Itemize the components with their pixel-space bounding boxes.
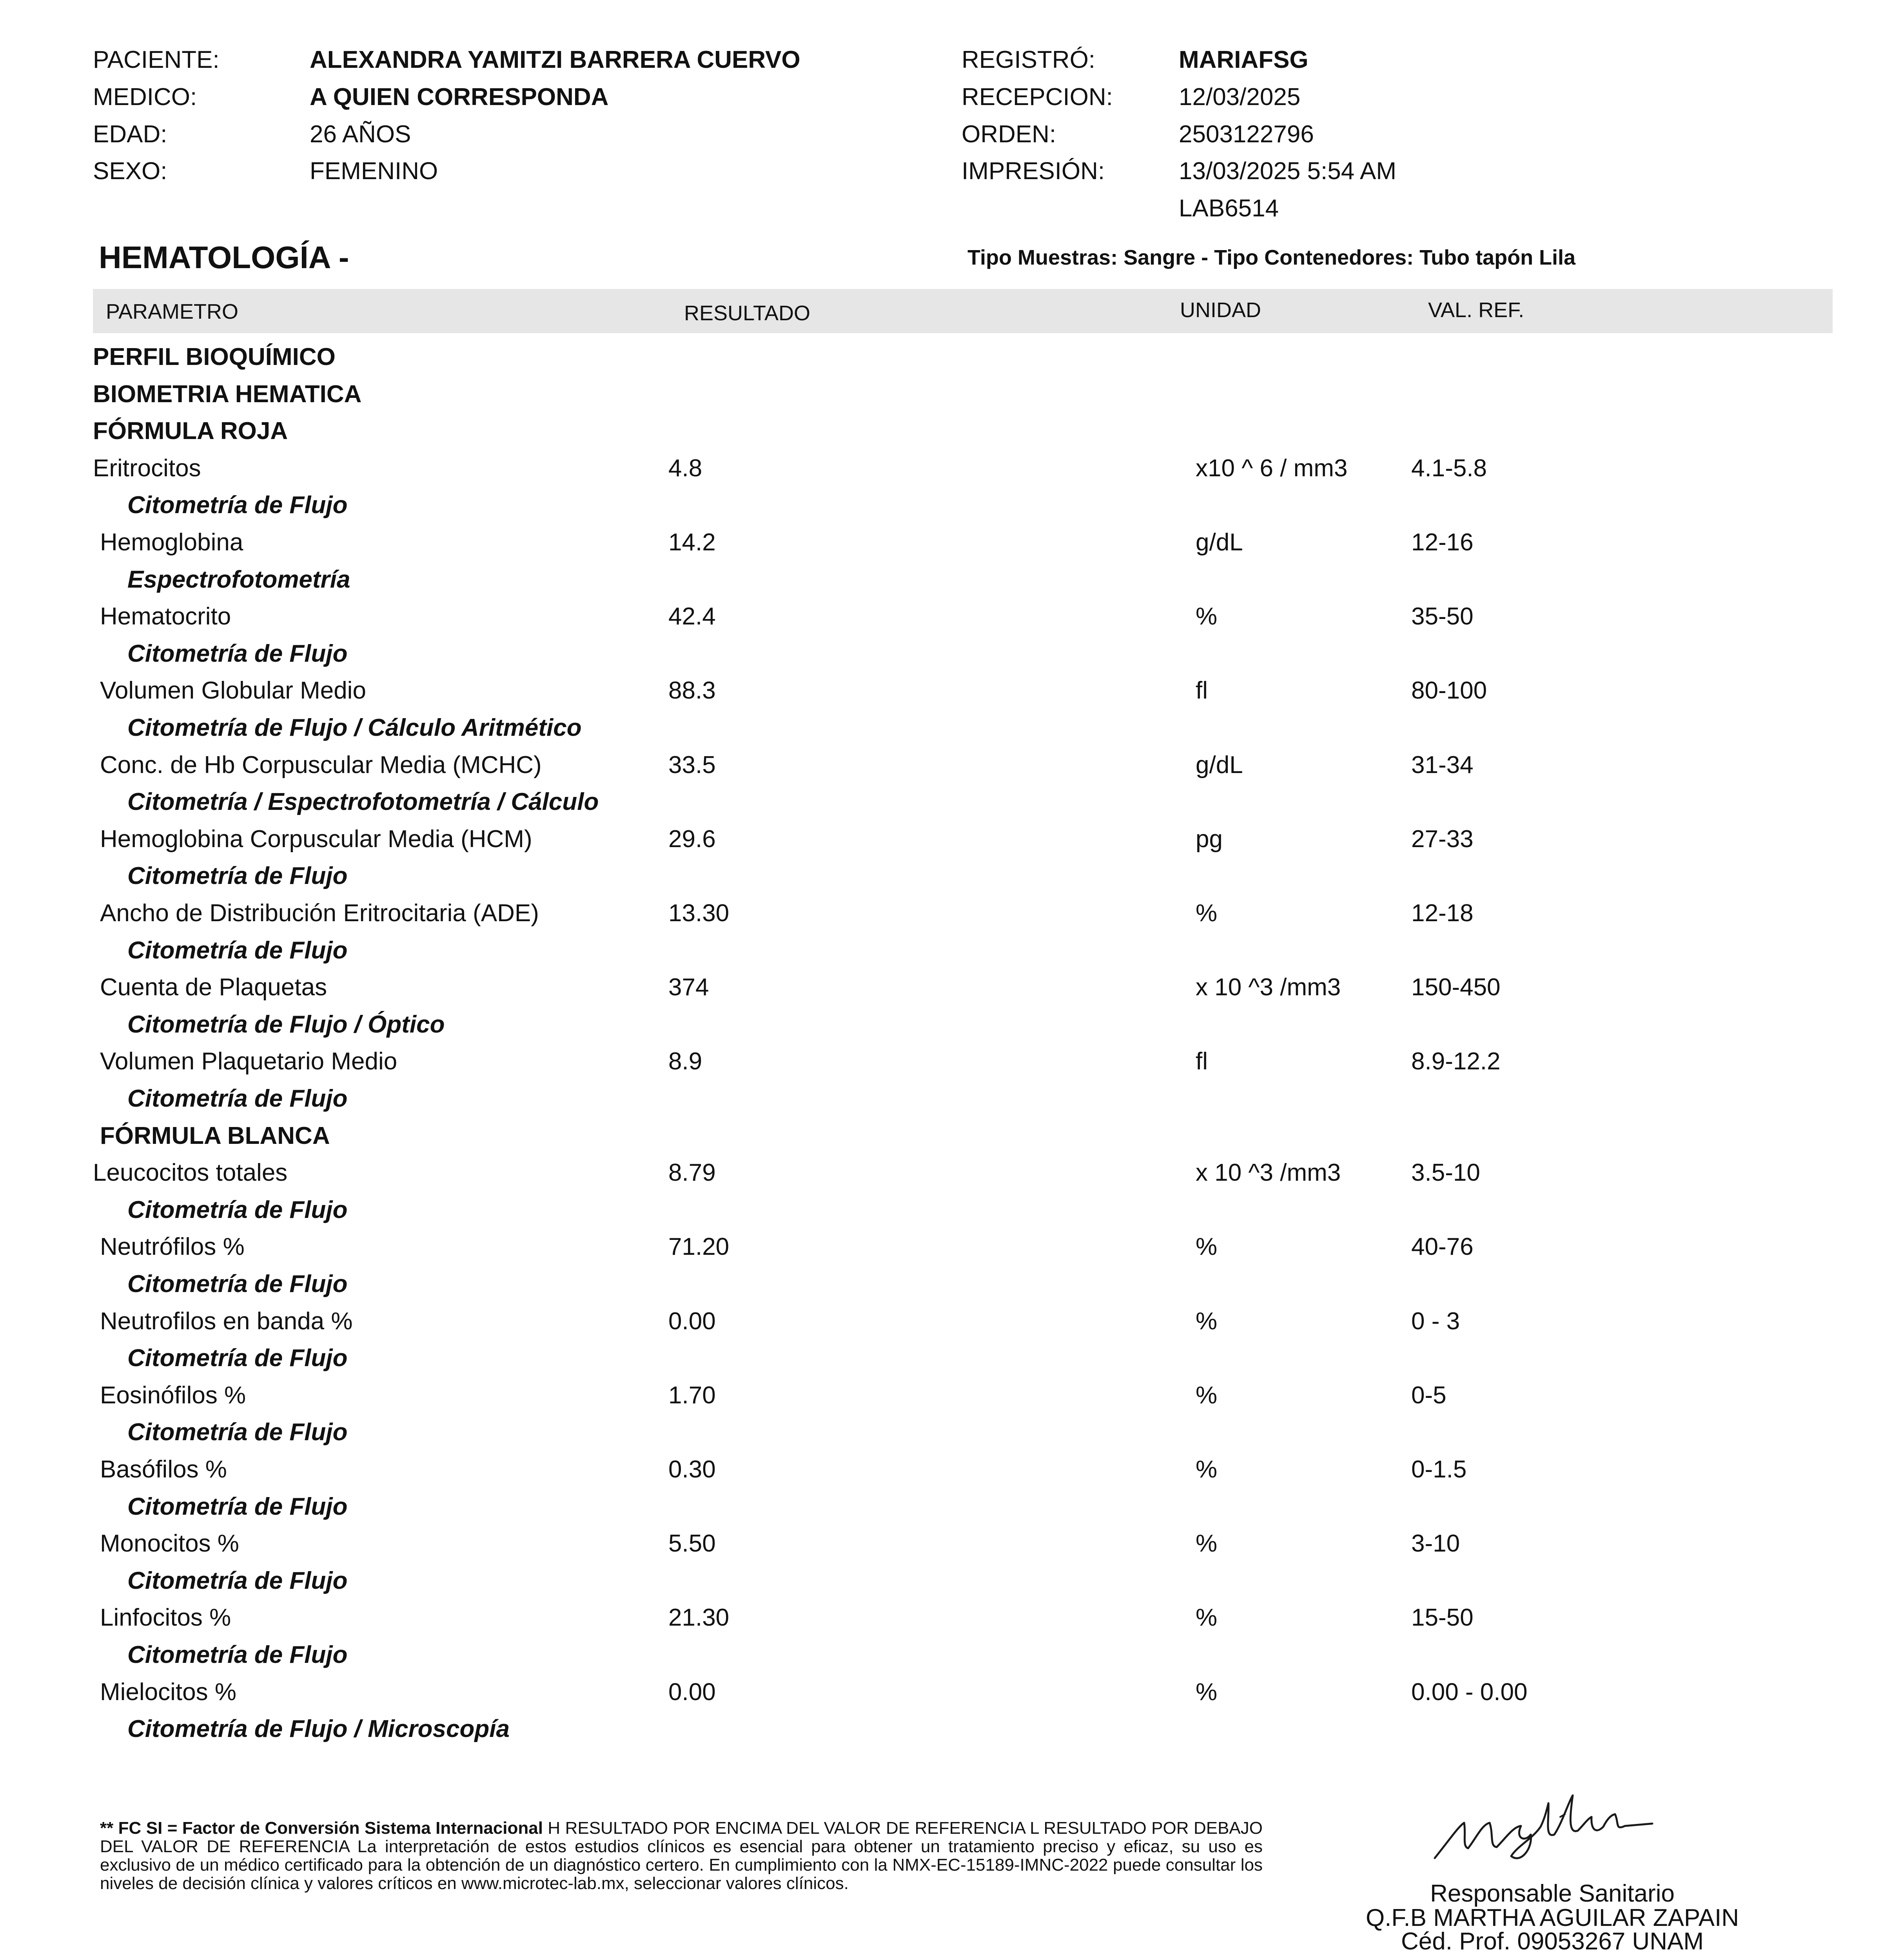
unit-value: fl [1196, 1048, 1208, 1075]
method-label: Citometría de Flujo [127, 1085, 348, 1112]
sex-value: FEMENINO [310, 158, 438, 185]
reference-range: 40-76 [1411, 1233, 1474, 1260]
method-label: Citometría de Flujo [127, 1641, 348, 1668]
method-label: Citometría de Flujo / Óptico [127, 1011, 445, 1038]
patient-name: ALEXANDRA YAMITZI BARRERA CUERVO [310, 46, 800, 73]
result-value: 374 [668, 974, 709, 1001]
reference-range: 80-100 [1411, 677, 1487, 704]
table-header [93, 289, 1833, 333]
lab-code: LAB6514 [1179, 195, 1279, 222]
parameter-name: Eritrocitos [93, 455, 201, 482]
unit-value: % [1196, 1530, 1218, 1557]
unit-value: g/dL [1196, 529, 1243, 556]
parameter-name: Linfocitos % [100, 1604, 231, 1631]
unit-value: % [1196, 1456, 1218, 1483]
reference-range: 12-16 [1411, 529, 1474, 556]
method-label: Citometría de Flujo [127, 862, 348, 889]
result-value: 0.00 [668, 1679, 716, 1706]
unit-value: % [1196, 1679, 1218, 1706]
header-resultado: RESULTADO [684, 301, 811, 325]
parameter-name: Ancho de Distribución Eritrocitaria (ADE) [100, 900, 539, 927]
print-datetime: 13/03/2025 5:54 AM [1179, 158, 1397, 185]
signature-cedula: Céd. Prof. 09053267 UNAM [1401, 1928, 1704, 1955]
section-heading: FÓRMULA ROJA [93, 417, 288, 445]
method-label: Espectrofotometría [127, 566, 350, 593]
unit-value: % [1196, 1604, 1218, 1631]
unit-value: % [1196, 1233, 1218, 1260]
unit-value: % [1196, 1382, 1218, 1409]
parameter-name: Neutrófilos % [100, 1233, 245, 1260]
patient-label: PACIENTE: [93, 46, 220, 73]
header-val-ref: VAL. REF. [1428, 298, 1525, 322]
footer-note-text: H RESULTADO POR ENCIMA DEL VALOR DE REFERENCIA L RESULTADO POR DEBAJO DEL VALOR DE REFERENCIA La interpretación de estos estudios clínicos es esencial para obtener un tratamiento preciso y eficaz, su uso es exclusivo de un médico certificado para la obtención de un diagnóstico certero. En cumplimiento con la NMX-EC-15189-IMNC-2022 puede consultar los niveles de decisión clínica y valores críticos en www.microtec-lab.mx, seleccionar valores clínicos. [100, 1818, 1263, 1893]
handwritten-signature [1427, 1780, 1662, 1870]
reception-label: RECEPCION: [962, 83, 1113, 111]
reference-range: 15-50 [1411, 1604, 1474, 1631]
reference-range: 8.9-12.2 [1411, 1048, 1501, 1075]
section-heading: PERFIL BIOQUÍMICO [93, 343, 336, 370]
signature-name: Q.F.B MARTHA AGUILAR ZAPAIN [1365, 1904, 1739, 1931]
parameter-name: Cuenta de Plaquetas [100, 974, 327, 1001]
method-label: Citometría de Flujo [127, 1345, 348, 1372]
method-label: Citometría de Flujo [127, 492, 348, 519]
method-label: Citometría de Flujo [127, 1270, 348, 1298]
parameter-name: Conc. de Hb Corpuscular Media (MCHC) [100, 751, 542, 779]
method-label: Citometría de Flujo [127, 1196, 348, 1223]
age-value: 26 AÑOS [310, 121, 411, 148]
reference-range: 0.00 - 0.00 [1411, 1679, 1528, 1706]
reference-range: 0 - 3 [1411, 1308, 1460, 1335]
doctor-value: A QUIEN CORRESPONDA [310, 83, 609, 111]
parameter-name: Volumen Globular Medio [100, 677, 366, 704]
method-label: Citometría de Flujo / Cálculo Aritmético [127, 714, 582, 741]
unit-value: % [1196, 1308, 1218, 1335]
parameter-name: Hemoglobina Corpuscular Media (HCM) [100, 826, 532, 853]
footer-note-bold: ** FC SI = Factor de Conversión Sistema Internacional [100, 1818, 543, 1838]
unit-value: x 10 ^3 /mm3 [1196, 1159, 1341, 1186]
order-number: 2503122796 [1179, 121, 1314, 148]
result-value: 8.9 [668, 1048, 702, 1075]
method-label: Citometría de Flujo [127, 1493, 348, 1520]
section-title: HEMATOLOGÍA - [99, 240, 349, 275]
method-label: Citometría / Espectrofotometría / Cálculo [127, 788, 599, 815]
result-value: 13.30 [668, 900, 730, 927]
sample-type-info: Tipo Muestras: Sangre - Tipo Contenedores: Tubo tapón Lila [967, 246, 1576, 269]
reference-range: 27-33 [1411, 826, 1474, 853]
parameter-name: Eosinófilos % [100, 1382, 246, 1409]
reference-range: 3-10 [1411, 1530, 1460, 1557]
registered-by-label: REGISTRÓ: [962, 46, 1096, 73]
parameter-name: Volumen Plaquetario Medio [100, 1048, 397, 1075]
result-value: 5.50 [668, 1530, 716, 1557]
method-label: Citometría de Flujo / Microscopía [127, 1715, 510, 1742]
parameter-name: Hemoglobina [100, 529, 243, 556]
result-value: 21.30 [668, 1604, 730, 1631]
method-label: Citometría de Flujo [127, 640, 348, 667]
sex-label: SEXO: [93, 158, 167, 185]
result-value: 33.5 [668, 751, 716, 779]
result-value: 4.8 [668, 455, 702, 482]
unit-value: g/dL [1196, 751, 1243, 779]
reference-range: 3.5-10 [1411, 1159, 1480, 1186]
result-value: 1.70 [668, 1382, 716, 1409]
result-value: 0.30 [668, 1456, 716, 1483]
reference-range: 31-34 [1411, 751, 1474, 779]
doctor-label: MEDICO: [93, 83, 197, 111]
reference-range: 12-18 [1411, 900, 1474, 927]
registered-by-value: MARIAFSG [1179, 46, 1309, 73]
unit-value: pg [1196, 826, 1223, 853]
method-label: Citometría de Flujo [127, 937, 348, 964]
unit-value: x10 ^ 6 / mm3 [1196, 455, 1348, 482]
result-value: 88.3 [668, 677, 716, 704]
parameter-name: Mielocitos % [100, 1679, 236, 1706]
print-label: IMPRESIÓN: [962, 158, 1105, 185]
header-parametro: PARAMETRO [106, 300, 239, 323]
parameter-name: Basófilos % [100, 1456, 227, 1483]
signature-role: Responsable Sanitario [1430, 1880, 1675, 1907]
result-value: 29.6 [668, 826, 716, 853]
reference-range: 0-5 [1411, 1382, 1447, 1409]
reference-range: 0-1.5 [1411, 1456, 1467, 1483]
footer-disclaimer [100, 1819, 1263, 1893]
result-value: 71.20 [668, 1233, 730, 1260]
unit-value: % [1196, 900, 1218, 927]
unit-value: fl [1196, 677, 1208, 704]
parameter-name: Monocitos % [100, 1530, 239, 1557]
result-value: 8.79 [668, 1159, 716, 1186]
header-unidad: UNIDAD [1180, 298, 1261, 322]
method-label: Citometría de Flujo [127, 1567, 348, 1594]
method-label: Citometría de Flujo [127, 1419, 348, 1446]
result-value: 42.4 [668, 603, 716, 630]
reference-range: 35-50 [1411, 603, 1474, 630]
section-heading: FÓRMULA BLANCA [100, 1122, 330, 1149]
result-value: 0.00 [668, 1308, 716, 1335]
order-label: ORDEN: [962, 121, 1056, 148]
parameter-name: Hematocrito [100, 603, 231, 630]
age-label: EDAD: [93, 121, 167, 148]
unit-value: x 10 ^3 /mm3 [1196, 974, 1341, 1001]
unit-value: % [1196, 603, 1218, 630]
reception-date: 12/03/2025 [1179, 83, 1301, 111]
parameter-name: Neutrofilos en banda % [100, 1308, 353, 1335]
section-heading: BIOMETRIA HEMATICA [93, 381, 362, 408]
parameter-name: Leucocitos totales [93, 1159, 288, 1186]
reference-range: 150-450 [1411, 974, 1501, 1001]
reference-range: 4.1-5.8 [1411, 455, 1487, 482]
result-value: 14.2 [668, 529, 716, 556]
